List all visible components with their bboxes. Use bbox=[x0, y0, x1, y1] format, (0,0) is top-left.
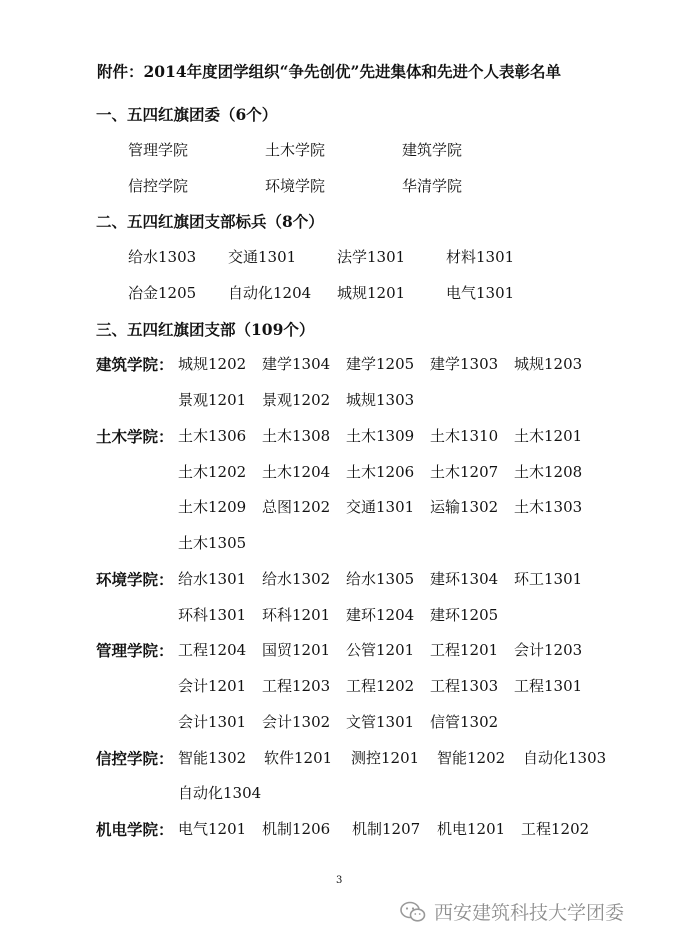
branch-item: 材料1301 bbox=[446, 248, 515, 266]
branch-item: 会计1203 bbox=[514, 641, 583, 659]
branch-item: 总图1202 bbox=[262, 498, 331, 516]
branch-item: 建学1303 bbox=[430, 355, 499, 373]
branch-item: 土木1208 bbox=[514, 463, 583, 481]
college-label: 管理学院： bbox=[96, 641, 174, 660]
branch-item: 土木1306 bbox=[178, 427, 247, 445]
branch-item: 景观1202 bbox=[262, 391, 331, 409]
branch-item: 城规1202 bbox=[178, 355, 247, 373]
branch-item: 土木1209 bbox=[178, 498, 247, 516]
branch-item: 公管1201 bbox=[346, 641, 415, 659]
college-label: 机电学院： bbox=[96, 820, 174, 839]
watermark bbox=[400, 898, 624, 925]
branch-item: 建学1205 bbox=[346, 355, 415, 373]
college-label: 建筑学院： bbox=[96, 355, 174, 374]
section1-heading: 一、五四红旗团委（6个） bbox=[96, 105, 278, 124]
branch-item: 法学1301 bbox=[337, 248, 406, 266]
section2-heading: 二、五四红旗团支部标兵（8个） bbox=[96, 212, 324, 231]
branch-item: 会计1201 bbox=[178, 677, 247, 695]
branch-item: 建环1304 bbox=[430, 570, 499, 588]
college-label: 信控学院： bbox=[96, 749, 174, 768]
branch-item: 电气1301 bbox=[446, 284, 515, 302]
unit-item: 建筑学院 bbox=[402, 141, 463, 159]
branch-item: 土木1303 bbox=[514, 498, 583, 516]
branch-item: 交通1301 bbox=[346, 498, 415, 516]
branch-item: 机制1207 bbox=[352, 820, 421, 838]
branch-item: 工程1204 bbox=[178, 641, 247, 659]
branch-item: 环科1201 bbox=[262, 606, 331, 624]
branch-item: 测控1201 bbox=[351, 749, 420, 767]
branch-item: 工程1202 bbox=[346, 677, 415, 695]
branch-item: 智能1302 bbox=[178, 749, 247, 767]
branch-item: 给水1305 bbox=[346, 570, 415, 588]
branch-item: 城规1201 bbox=[337, 284, 406, 302]
document-title: 附件：2014年度团学组织“争先创优”先进集体和先进个人表彰名单 bbox=[97, 62, 561, 81]
branch-item: 机制1206 bbox=[262, 820, 331, 838]
branch-item: 给水1302 bbox=[262, 570, 331, 588]
branch-item: 环工1301 bbox=[514, 570, 583, 588]
branch-item: 给水1303 bbox=[128, 248, 197, 266]
branch-item: 会计1301 bbox=[178, 713, 247, 731]
branch-item: 土木1310 bbox=[430, 427, 499, 445]
unit-item: 环境学院 bbox=[265, 177, 326, 195]
watermark-text: 西安建筑科技大学团委 bbox=[434, 902, 625, 924]
branch-item: 机电1201 bbox=[437, 820, 506, 838]
branch-item: 文管1301 bbox=[346, 713, 415, 731]
section3-heading: 三、五四红旗团支部（109个） bbox=[96, 320, 315, 339]
branch-item: 土木1207 bbox=[430, 463, 499, 481]
branch-item: 土木1202 bbox=[178, 463, 247, 481]
branch-item: 景观1201 bbox=[178, 391, 247, 409]
branch-item: 国贸1201 bbox=[262, 641, 331, 659]
page-number: 3 bbox=[336, 875, 343, 886]
branch-item: 工程1201 bbox=[430, 641, 499, 659]
unit-item: 华清学院 bbox=[402, 177, 463, 195]
branch-item: 会计1302 bbox=[262, 713, 331, 731]
wechat-icon bbox=[400, 901, 426, 923]
branch-item: 土木1204 bbox=[262, 463, 331, 481]
branch-item: 环科1301 bbox=[178, 606, 247, 624]
branch-item: 工程1202 bbox=[521, 820, 590, 838]
branch-item: 工程1203 bbox=[262, 677, 331, 695]
branch-item: 智能1202 bbox=[437, 749, 506, 767]
college-label: 环境学院： bbox=[96, 570, 174, 589]
branch-item: 城规1303 bbox=[346, 391, 415, 409]
unit-item: 管理学院 bbox=[128, 141, 189, 159]
branch-item: 工程1303 bbox=[430, 677, 499, 695]
college-label: 土木学院： bbox=[96, 427, 174, 446]
branch-item: 给水1301 bbox=[178, 570, 247, 588]
branch-item: 建环1204 bbox=[346, 606, 415, 624]
branch-item: 自动化1303 bbox=[523, 749, 607, 767]
branch-item: 交通1301 bbox=[228, 248, 297, 266]
branch-item: 土木1309 bbox=[346, 427, 415, 445]
branch-item: 电气1201 bbox=[178, 820, 247, 838]
branch-item: 运输1302 bbox=[430, 498, 499, 516]
branch-item: 建学1304 bbox=[262, 355, 331, 373]
branch-item: 自动化1304 bbox=[178, 784, 262, 802]
branch-item: 土木1305 bbox=[178, 534, 247, 552]
branch-item: 土木1206 bbox=[346, 463, 415, 481]
branch-item: 工程1301 bbox=[514, 677, 583, 695]
branch-item: 软件1201 bbox=[264, 749, 333, 767]
unit-item: 信控学院 bbox=[128, 177, 189, 195]
branch-item: 冶金1205 bbox=[128, 284, 197, 302]
branch-item: 土木1201 bbox=[514, 427, 583, 445]
branch-item: 土木1308 bbox=[262, 427, 331, 445]
branch-item: 建环1205 bbox=[430, 606, 499, 624]
unit-item: 土木学院 bbox=[265, 141, 326, 159]
branch-item: 自动化1204 bbox=[228, 284, 312, 302]
branch-item: 信管1302 bbox=[430, 713, 499, 731]
branch-item: 城规1203 bbox=[514, 355, 583, 373]
